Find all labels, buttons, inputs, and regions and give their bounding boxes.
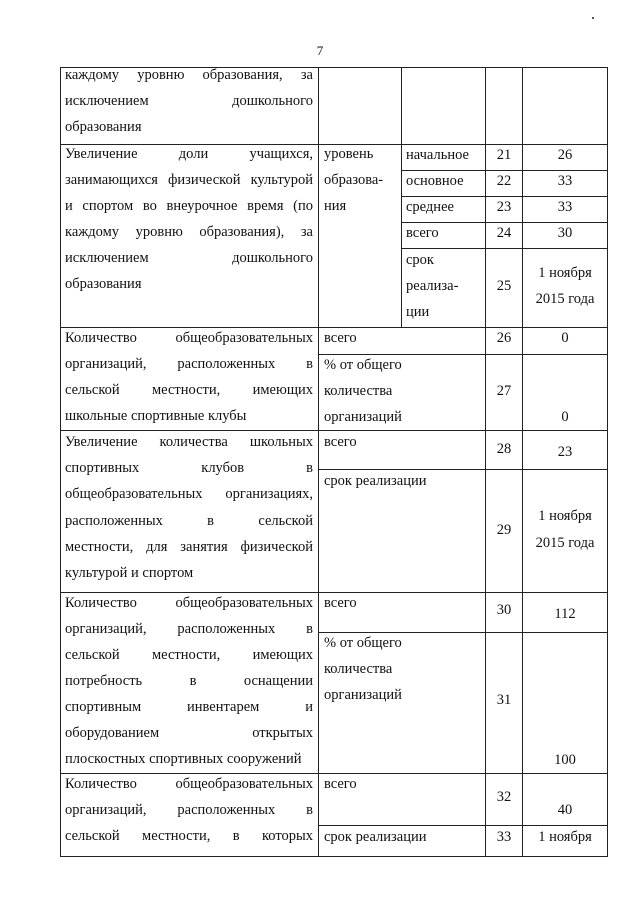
row-number: 21	[496, 147, 512, 163]
subrow-label: среднее	[406, 199, 454, 215]
subrow-label: всего	[406, 225, 439, 241]
row-number: 29	[496, 522, 512, 538]
table-rule	[318, 67, 319, 857]
row-description-line: потребность в оснащении	[65, 673, 313, 689]
row-number: 22	[496, 173, 512, 189]
row-value: 2015 года	[535, 535, 595, 551]
subrow-label: срок	[406, 252, 434, 268]
row-description-line: Увеличение доли учащихся,	[65, 146, 313, 162]
row-value: 2015 года	[535, 291, 595, 307]
row-value: 23	[557, 444, 573, 460]
row-description-line: исключением дошкольного	[65, 250, 313, 266]
row-description-line: культурой и спортом	[65, 565, 194, 581]
row-number: 32	[496, 789, 512, 805]
subrow-label: организаций	[324, 687, 402, 703]
row-description-line: организаций, расположенных в	[65, 356, 313, 372]
row-value: 1 ноября	[538, 265, 592, 281]
row-description-line: сельской местности, имеющих	[65, 382, 313, 398]
row-number: 30	[496, 602, 512, 618]
row-number: 33	[496, 829, 512, 845]
indicator-label: ния	[324, 198, 347, 214]
row-value: 112	[554, 606, 576, 622]
row-value: 26	[557, 147, 573, 163]
table-rule	[401, 248, 608, 249]
subrow-label: всего	[324, 434, 357, 450]
row-description-line: местности, для занятия физической	[65, 539, 313, 555]
table-rule	[318, 469, 608, 470]
row-number: 25	[496, 278, 512, 294]
subrow-label: организаций	[324, 409, 402, 425]
row-description-line: оборудованием открытых	[65, 725, 313, 741]
subrow-label: срок реализации	[324, 829, 427, 845]
row-description-line: спортивных клубов в	[65, 460, 313, 476]
page-number: 7	[316, 43, 324, 58]
row-description-line: каждому уровню образования, за	[65, 67, 313, 83]
row-value: 0	[561, 330, 569, 346]
row-number: 26	[496, 330, 512, 346]
table-rule	[401, 67, 402, 328]
table-rule	[60, 327, 608, 328]
row-value: 33	[557, 199, 573, 215]
row-description-line: общеобразовательных организациях,	[65, 486, 313, 502]
row-description-line: Количество общеобразовательных	[65, 330, 313, 346]
row-number: 27	[496, 383, 512, 399]
subrow-label: срок реализации	[324, 473, 427, 489]
row-number: 28	[496, 441, 512, 457]
row-value: 30	[557, 225, 573, 241]
subrow-label: ции	[406, 304, 430, 320]
subrow-label: всего	[324, 595, 357, 611]
row-description-line: каждому уровню образования), за	[65, 224, 313, 240]
subrow-label: основное	[406, 173, 464, 189]
subrow-label: % от общего	[324, 357, 402, 373]
row-number: 31	[496, 692, 512, 708]
row-value: 1 ноября	[538, 508, 592, 524]
table-rule	[401, 222, 608, 223]
row-description-line: Увеличение количества школьных	[65, 434, 313, 450]
subrow-label: реализа-	[406, 278, 459, 294]
subrow-label: количества	[324, 661, 393, 677]
row-description-line: занимающихся физической культурой	[65, 172, 313, 188]
row-number: 24	[496, 225, 512, 241]
row-description-line: организаций, расположенных в	[65, 802, 313, 818]
table-rule	[60, 144, 608, 145]
table-rule	[318, 632, 608, 633]
indicator-label: уровень	[324, 146, 374, 162]
row-description-line: исключением дошкольного	[65, 93, 313, 109]
table-rule	[60, 67, 61, 857]
row-value: 33	[557, 173, 573, 189]
row-description-line: сельской местности, в которых	[65, 828, 313, 844]
table-rule	[60, 592, 608, 593]
row-value: 1 ноября	[538, 829, 592, 845]
row-description-line: плоскостных спортивных сооружений	[65, 751, 302, 767]
row-value: 100	[554, 752, 576, 768]
row-description-line: спортивным инвентарем и	[65, 699, 313, 715]
table-rule	[318, 354, 608, 355]
row-description-line: образования	[65, 276, 142, 292]
row-description-line: Количество общеобразовательных	[65, 595, 313, 611]
row-description-line: организаций, расположенных в	[65, 621, 313, 637]
table-rule	[401, 196, 608, 197]
row-value: 0	[561, 409, 569, 425]
row-description-line: сельской местности, имеющих	[65, 647, 313, 663]
subrow-label: % от общего	[324, 635, 402, 651]
row-description-line: образования	[65, 119, 142, 135]
table-rule	[318, 825, 608, 826]
row-description-line: Количество общеобразовательных	[65, 776, 313, 792]
row-value: 40	[557, 802, 573, 818]
row-description-line: и спортом во внеурочное время (по	[65, 198, 313, 214]
table-rule	[607, 67, 608, 857]
row-description-line: расположенных в сельской	[65, 513, 313, 529]
indicator-label: образова-	[324, 172, 384, 188]
subrow-label: всего	[324, 330, 357, 346]
subrow-label: всего	[324, 776, 357, 792]
row-number: 23	[496, 199, 512, 215]
table-rule	[60, 430, 608, 431]
table-rule	[60, 856, 608, 857]
table-rule	[401, 170, 608, 171]
subrow-label: количества	[324, 383, 393, 399]
table-rule	[60, 773, 608, 774]
subrow-label: начальное	[406, 147, 469, 163]
row-description-line: школьные спортивные клубы	[65, 408, 247, 424]
